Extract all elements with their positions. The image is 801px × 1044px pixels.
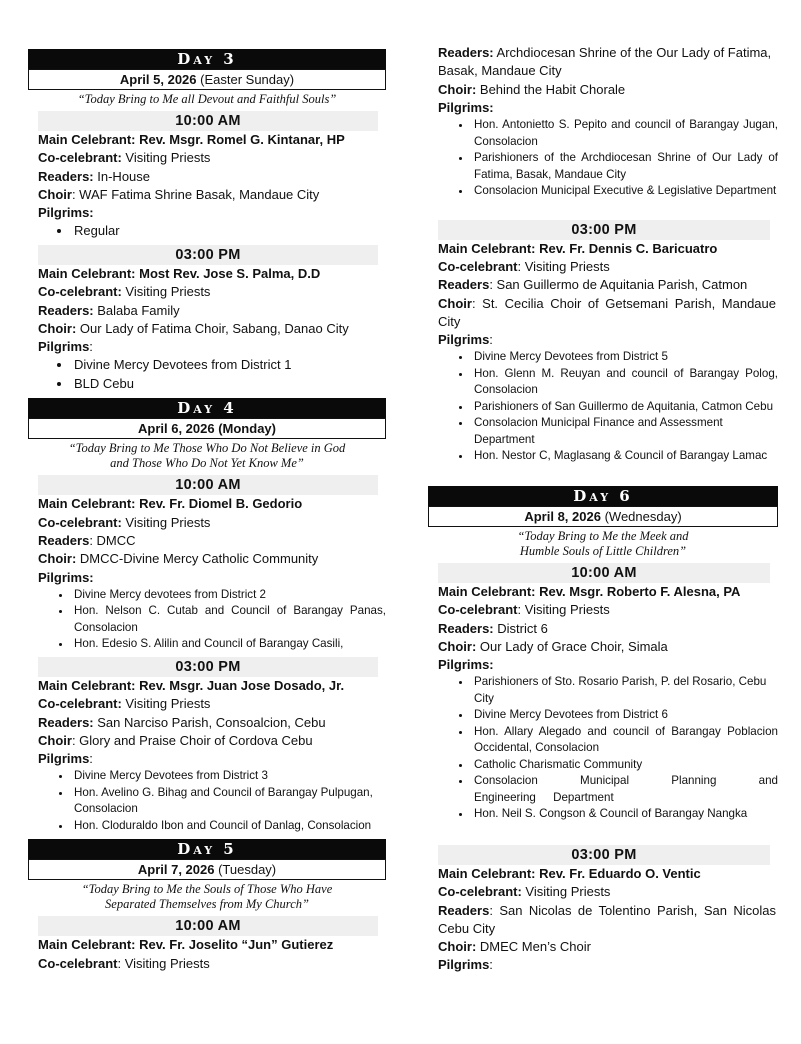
day5-am-pilgrims [428,117,778,200]
day6-am-pilgrims-label: Pilgrims: [438,657,494,673]
day5-pm-readers: Readers: San Guillermo de Aquitania Parish, Catmon [438,277,748,293]
day3-pm-pilgrims-label: Pilgrims: [38,339,93,355]
day3-am-readers: Readers: In-House [38,168,151,184]
day6-am-celebrant: Main Celebrant: Rev. Msgr. Roberto F. Alesna, PA [438,583,741,599]
day5-am-pilgrims-label: Pilgrims: [438,99,494,115]
day5-date: April 7, 2026 (Tuesday) [28,859,386,880]
list-item: • Hon. Edesio S. Alilin and Council of Barangay Casili, [72,636,386,653]
day3-pm-time: 03:00 PM [38,245,378,265]
day3-pm-readers: Readers: Balaba Family [38,302,180,318]
day5-am-co: Co-celebrant: Visiting Priests [38,955,210,971]
day6-pm-pilgrims-label: Pilgrims: [438,957,493,973]
day3-date [28,69,386,90]
day6-am-readers: Readers: District 6 [438,620,548,636]
list-item: • Hon. Nelson C. Cutab and Council of Barangay Panas, Consolacion [72,603,386,636]
day5-quote: “Today Bring to Me the Souls of Those Who Have Separated Themselves from My Church” [81,882,333,912]
day6-am-pilgrims [428,674,778,823]
list-item: • Consolacion Municipal Executive & Legislative Department [472,183,778,200]
left-column [28,0,386,973]
list-item: • Catholic Charismatic Community [472,757,778,774]
day4-am-choir: Choir: DMCC-Divine Mercy Catholic Community [38,551,319,567]
day4-date: April 6, 2026 (Monday) [28,418,386,439]
day4-am-readers: Readers: DMCC [38,533,136,549]
day4-pm-pilgrims-label: Pilgrims: [38,751,93,767]
list-item: • Hon. Antonietto S. Pepito and council of Barangay Jugan, Consolacion [472,117,778,150]
right-column [428,0,778,975]
day3-am-co: Co-celebrant: Visiting Priests [38,150,211,166]
day6-pm-celebrant: Main Celebrant: Rev. Fr. Eduardo O. Ventic [438,865,701,881]
day3-pm-celebrant: Main Celebrant: Most Rev. Jose S. Palma, D.D [38,265,321,281]
day5-am-celebrant: Main Celebrant: Rev. Fr. Joselito “Jun” Gutierez [38,937,334,953]
day6-pm-time: 03:00 PM [438,845,770,865]
list-item: • Divine Mercy Devotees from District 1 [72,356,386,375]
list-item: • Parishioners of San Guillermo de Aquitania, Catmon Cebu [472,399,778,416]
day3-pm-choir: Choir: Our Lady of Fatima Choir, Sabang, Danao City [38,320,349,336]
day5-pm-pilgrims-label: Pilgrims: [438,332,493,348]
day4-am-pilgrims-label: Pilgrims: [38,569,94,585]
day3-am-pilgrims-label: Pilgrims: [38,205,94,221]
day4-pm-pilgrims [28,768,386,834]
day3-am-choir: Choir: WAF Fatima Shrine Basak, Mandaue City [38,186,320,202]
day4-am-pilgrims [28,587,386,653]
list-item: • Hon. Allary Alegado and council of Barangay Poblacion Occidental, Consolacion [472,724,778,757]
day5-am-readers: Readers: Archdiocesan Shrine of the Our Lady of Fatima, Basak, Mandaue City [438,45,772,79]
list-item: • Parishioners of the Archdiocesan Shrine of Our Lady of Fatima, Basak, Mandaue City [472,150,778,183]
day5-pm-time: 03:00 PM [438,220,770,240]
list-item: • Hon. Avelino G. Bihag and Council of Barangay Pulpugan, Consolacion [72,785,386,818]
day4-am-time: 10:00 AM [38,475,378,495]
day5-am-choir: Choir: Behind the Habit Chorale [438,81,626,97]
list-item: • Consolacion Municipal Planning and Engineering Department [472,773,778,806]
list-item: • BLD Cebu [72,375,386,394]
day4-pm-choir: Choir: Glory and Praise Choir of Cordova Cebu [38,732,313,748]
day5-pm-co: Co-celebrant: Visiting Priests [438,258,610,274]
day6-quote: “Today Bring to Me the Meek and Humble Souls of Little Children” [517,528,689,558]
list-item: • Hon. Nestor C, Maglasang & Council of Barangay Lamac [472,448,778,465]
list-item: • Regular [72,222,386,241]
list-item: • Divine Mercy Devotees from District 6 [472,707,778,724]
day3-am-celebrant: Main Celebrant: Rev. Msgr. Romel G. Kintanar, HP [38,132,345,147]
day4-header: Day 4 [28,398,386,418]
day4-pm-co: Co-celebrant: Visiting Priests [38,696,211,712]
day4-pm-time: 03:00 PM [38,657,378,677]
day3-am-time: 10:00 AM [38,111,378,131]
day3-pm-pilgrims [28,356,386,393]
list-item: • Parishioners of Sto. Rosario Parish, P. del Rosario, Cebu City [472,674,778,707]
day6-header: Day 6 [428,486,778,506]
day4-pm-celebrant: Main Celebrant: Rev. Msgr. Juan Jose Dosado, Jr. [38,677,345,693]
day3-date-text: April 5, 2026 [119,72,197,87]
list-item: • Divine Mercy devotees from District 2 [72,587,386,604]
day5-pm-choir: Choir: St. Cecilia Choir of Getsemani Parish, Mandaue City [438,295,776,329]
day4-am-celebrant: Main Celebrant: Rev. Fr. Diomel B. Gedorio [38,496,303,512]
day5-pm-pilgrims [428,349,778,465]
list-item: • Hon. Glenn M. Reuyan and council of Barangay Polog, Consolacion [472,366,778,399]
list-item: • Divine Mercy Devotees from District 3 [72,768,386,785]
day6-pm-choir: Choir: DMEC Men’s Choir [438,939,591,955]
day3-am-pilgrims [28,222,386,241]
day6-am-co: Co-celebrant: Visiting Priests [438,602,610,618]
list-item: • Divine Mercy Devotees from District 5 [472,349,778,366]
list-item: • Hon. Cloduraldo Ibon and Council of Danlag, Consolacion [72,818,386,835]
day4-pm-readers: Readers: San Narciso Parish, Consoalcion, Cebu [38,714,326,730]
day3-weekday: (Easter Sunday) [200,72,295,87]
day5-header: Day 5 [28,839,386,859]
day5-am-time: 10:00 AM [38,916,378,936]
day6-am-time: 10:00 AM [438,563,770,583]
day3-pm-co: Co-celebrant: Visiting Priests [38,284,211,300]
day6-pm-co: Co-celebrant: Visiting Priests [438,884,611,900]
day6-date: April 8, 2026 (Wednesday) [428,506,778,527]
day3-header: Day 3 [28,49,386,69]
day5-pm-celebrant: Main Celebrant: Rev. Fr. Dennis C. Baricuatro [438,240,718,256]
day4-quote: “Today Bring to Me Those Who Do Not Believe in God and Those Who Do Not Yet Know Me” [68,441,346,471]
list-item: • Hon. Neil S. Congson & Council of Barangay Nangka [472,806,778,823]
list-item: • Consolacion Municipal Finance and Assessment Department [472,415,778,448]
day6-am-choir: Choir: Our Lady of Grace Choir, Simala [438,638,668,654]
day4-am-co: Co-celebrant: Visiting Priests [38,514,211,530]
day3-quote: “Today Bring to Me all Devout and Faithful Souls” [77,92,337,106]
day6-pm-readers: Readers: San Nicolas de Tolentino Parish, San Nicolas Cebu City [438,902,776,936]
